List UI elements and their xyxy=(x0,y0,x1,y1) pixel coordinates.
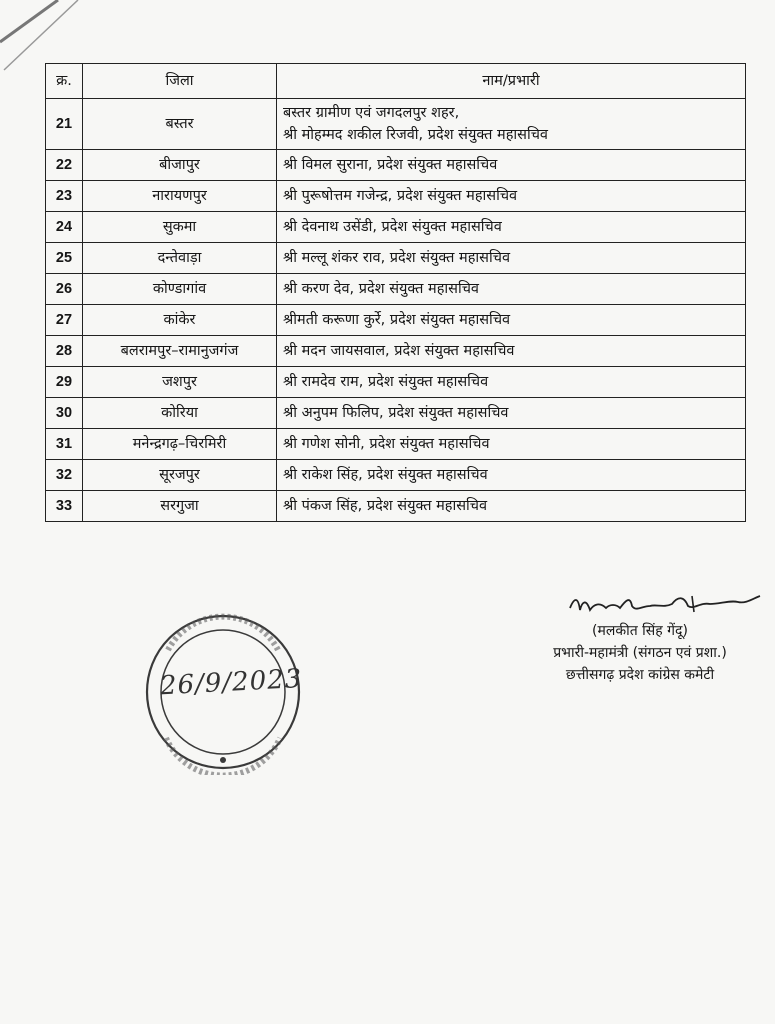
incharge-cell xyxy=(277,305,746,336)
incharge-line: श्री विमल सुराना, प्रदेश संयुक्त महासचिव xyxy=(283,157,498,173)
incharge-line: श्री रामदेव राम, प्रदेश संयुक्त महासचिव xyxy=(283,374,489,390)
incharge-line: श्री मल्लू शंकर राव, प्रदेश संयुक्त महासचिव xyxy=(283,250,511,266)
signatory-block xyxy=(520,620,760,686)
district-cell: सुकमा xyxy=(83,212,277,243)
incharge-line: श्रीमती करूणा कुर्रे, प्रदेश संयुक्त महासचिव xyxy=(283,312,511,328)
incharge-line: श्री गणेश सोनी, प्रदेश संयुक्त महासचिव xyxy=(283,436,490,452)
incharge-cell xyxy=(277,460,746,491)
signatory-name: (मलकीत सिंह गेंदू) xyxy=(592,623,688,639)
serial-no-cell: 27 xyxy=(46,305,83,336)
table-body xyxy=(46,99,746,522)
incharge-cell xyxy=(277,181,746,212)
table-row xyxy=(46,181,746,212)
incharge-cell xyxy=(277,398,746,429)
header-serial-no: क्र. xyxy=(46,64,83,99)
signatory-organization: छत्तीसगढ़ प्रदेश कांग्रेस कमेटी xyxy=(565,667,715,683)
district-cell: सरगुजा xyxy=(83,491,277,522)
incharge-line: श्री पंकज सिंह, प्रदेश संयुक्त महासचिव xyxy=(283,498,488,514)
table-row xyxy=(46,460,746,491)
serial-no-cell: 33 xyxy=(46,491,83,522)
district-cell: जशपुर xyxy=(83,367,277,398)
table-header-row xyxy=(46,64,746,99)
table-row xyxy=(46,367,746,398)
district-cell: बस्तर xyxy=(83,99,277,150)
header-name-incharge: नाम/प्रभारी xyxy=(277,64,746,99)
table-row xyxy=(46,305,746,336)
district-cell: दन्तेवाड़ा xyxy=(83,243,277,274)
district-incharge-table xyxy=(45,63,746,522)
incharge-line: श्री करण देव, प्रदेश संयुक्त महासचिव xyxy=(283,281,479,297)
table-row xyxy=(46,99,746,150)
incharge-line: श्री राकेश सिंह, प्रदेश संयुक्त महासचिव xyxy=(283,467,488,483)
incharge-cell xyxy=(277,429,746,460)
incharge-cell xyxy=(277,243,746,274)
incharge-line: श्री मोहम्मद शकील रिजवी, प्रदेश संयुक्त महासचिव xyxy=(283,127,548,143)
incharge-line: बस्तर ग्रामीण एवं जगदलपुर शहर, xyxy=(283,105,460,121)
incharge-cell xyxy=(277,274,746,305)
table-row xyxy=(46,491,746,522)
district-cell: मनेन्द्रगढ़–चिरमिरी xyxy=(83,429,277,460)
serial-no-cell: 32 xyxy=(46,460,83,491)
table-row xyxy=(46,212,746,243)
incharge-line: श्री अनुपम फिलिप, प्रदेश संयुक्त महासचिव xyxy=(283,405,509,421)
district-cell: बीजापुर xyxy=(83,150,277,181)
seal-date: 26/9/2023 xyxy=(159,663,304,702)
serial-no-cell: 28 xyxy=(46,336,83,367)
serial-no-cell: 21 xyxy=(46,99,83,150)
table-row xyxy=(46,429,746,460)
incharge-line: श्री मदन जायसवाल, प्रदेश संयुक्त महासचिव xyxy=(283,343,515,359)
incharge-line: श्री पुरूषोत्तम गजेन्द्र, प्रदेश संयुक्त महासचिव xyxy=(283,188,518,204)
serial-no-cell: 23 xyxy=(46,181,83,212)
incharge-cell xyxy=(277,336,746,367)
incharge-cell xyxy=(277,150,746,181)
table-row xyxy=(46,243,746,274)
table-row xyxy=(46,398,746,429)
incharge-line: श्री देवनाथ उसेंडी, प्रदेश संयुक्त महासचिव xyxy=(283,219,502,235)
serial-no-cell: 30 xyxy=(46,398,83,429)
serial-no-cell: 31 xyxy=(46,429,83,460)
incharge-cell xyxy=(277,491,746,522)
district-cell: नारायणपुर xyxy=(83,181,277,212)
incharge-cell xyxy=(277,367,746,398)
incharge-cell xyxy=(277,99,746,150)
table-row xyxy=(46,336,746,367)
serial-no-cell: 25 xyxy=(46,243,83,274)
table-row xyxy=(46,274,746,305)
header-district: जिला xyxy=(83,64,277,99)
district-cell: कोण्डागांव xyxy=(83,274,277,305)
incharge-cell xyxy=(277,212,746,243)
serial-no-cell: 22 xyxy=(46,150,83,181)
signatory-designation: प्रभारी-महामंत्री (संगठन एवं प्रशा.) xyxy=(553,645,727,661)
district-cell: कोरिया xyxy=(83,398,277,429)
district-cell: सूरजपुर xyxy=(83,460,277,491)
district-cell: कांकेर xyxy=(83,305,277,336)
serial-no-cell: 29 xyxy=(46,367,83,398)
district-cell: बलरामपुर–रामानुजगंज xyxy=(83,336,277,367)
table-row xyxy=(46,150,746,181)
serial-no-cell: 26 xyxy=(46,274,83,305)
serial-no-cell: 24 xyxy=(46,212,83,243)
